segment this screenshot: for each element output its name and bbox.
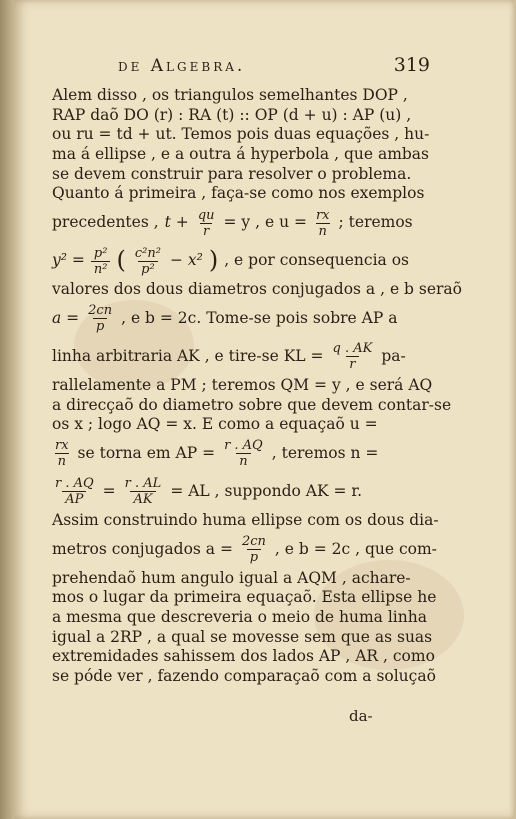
header-title: de Algebra. — [118, 56, 246, 76]
text-line: ou ru = td + ut. Temos pois duas equações , hu- — [52, 125, 430, 144]
numerator: r . AQ — [55, 476, 94, 492]
eq-text: a = — [52, 308, 80, 327]
eq-text: , e b = 2c , que com- — [274, 539, 437, 558]
eq-text: linha arbitraria AK , e tire-se KL = — [52, 346, 324, 365]
text-line: extremidades sahissem dos lados AP , AR , como — [52, 647, 435, 666]
equation-line — [52, 531, 437, 569]
equation-line — [52, 242, 410, 280]
equation-line — [52, 435, 404, 473]
fraction — [52, 476, 97, 507]
fraction — [195, 208, 218, 239]
fraction — [122, 476, 165, 507]
fraction — [91, 246, 111, 277]
eq-text: metros conjugados a = — [52, 539, 233, 558]
equation-line — [52, 338, 404, 376]
numerator: rx — [55, 438, 69, 454]
eq-text: = AL , suppondo AK = r. — [170, 482, 363, 501]
text-line: se devem construir para resolver o problema. — [52, 164, 412, 183]
page-body — [52, 86, 463, 687]
text-line: a direcçaõ do diametro sobre que devem contar-se — [52, 395, 452, 414]
numerator: r . AL — [124, 476, 162, 492]
numerator: 2cn — [88, 303, 113, 319]
fraction — [52, 438, 72, 469]
text-line: RAP daõ DO (r) : RA (t) :: OP (d + u) : AP (u) , — [52, 105, 412, 124]
denominator: r — [346, 356, 358, 372]
eq-text: , e por consequencia os — [224, 251, 410, 270]
fraction — [239, 534, 269, 565]
eq-text: , e b = 2c. Tome-se pois sobre AP a — [121, 308, 398, 327]
equation-line — [52, 473, 404, 511]
running-header — [100, 54, 430, 80]
paren: ) — [208, 246, 219, 275]
text-line: rallelamente a PM ; teremos QM = y , e será AQ — [52, 375, 433, 394]
text-line: valores dos dous diametros conjugados a , e b seraõ — [52, 280, 463, 299]
eq-text: = y , e u = — [223, 213, 307, 232]
numerator: r . AQ — [224, 438, 263, 454]
paren: ( — [116, 246, 126, 275]
text-line: mos o lugar da primeira equaçaõ. Esta ellipse he — [52, 588, 437, 607]
eq-text: = — [102, 482, 116, 501]
text-line: os x ; logo AQ = x. E como a equaçaõ u = — [52, 415, 378, 434]
denominator: n² — [91, 261, 111, 277]
book-page — [14, 0, 514, 819]
eq-text: − x² — [169, 251, 203, 270]
text-line: prehendaõ hum angulo igual a AQM , achare- — [52, 568, 411, 587]
numerator: q . AK — [332, 341, 373, 357]
denominator: p — [93, 318, 107, 334]
eq-text: precedentes , — [52, 213, 159, 232]
text-line: se póde ver , fazendo comparaçaõ com a soluçaõ — [52, 667, 436, 685]
eq-text: y² = — [52, 251, 85, 270]
denominator: AP — [62, 491, 86, 507]
denominator: r — [200, 223, 212, 239]
fraction — [85, 303, 115, 334]
text-line: ma á ellipse , e a outra á hyperbola , que ambas — [52, 145, 430, 164]
denominator: n — [55, 453, 69, 469]
eq-text: t + — [164, 213, 189, 232]
eq-text: pa- — [381, 346, 406, 365]
denominator: n — [236, 453, 250, 469]
denominator: n — [316, 223, 330, 239]
book-gutter — [0, 0, 14, 819]
equation-line — [52, 204, 413, 242]
text-line: a mesma que descreveria o meio de huma linha — [52, 607, 427, 626]
catchword: da- — [349, 707, 373, 725]
page-number: 319 — [393, 54, 430, 76]
fraction — [132, 246, 164, 277]
numerator: rx — [315, 207, 330, 223]
text-line: igual a 2RP , a qual se movesse sem que as suas — [52, 627, 433, 646]
text-line: Alem disso , os triangulos semelhantes DOP , — [52, 86, 408, 104]
eq-text: , teremos n = — [271, 444, 379, 463]
numerator: c²n² — [134, 245, 161, 261]
denominator: p — [247, 549, 261, 565]
text-line: Assim construindo huma ellipse com os dous dia- — [52, 510, 439, 529]
equation-line — [52, 300, 404, 338]
fraction — [221, 438, 266, 469]
eq-text: se torna em AP = — [77, 444, 216, 463]
numerator: 2cn — [241, 534, 266, 550]
text-line: Quanto á primeira , faça-se como nos exemplos — [52, 184, 425, 203]
numerator: p² — [93, 245, 108, 261]
numerator: qu — [197, 207, 215, 223]
denominator: AK — [130, 491, 155, 507]
fraction — [330, 341, 376, 372]
denominator: p² — [138, 261, 158, 277]
fraction — [313, 208, 333, 239]
eq-text: ; teremos — [338, 213, 413, 232]
